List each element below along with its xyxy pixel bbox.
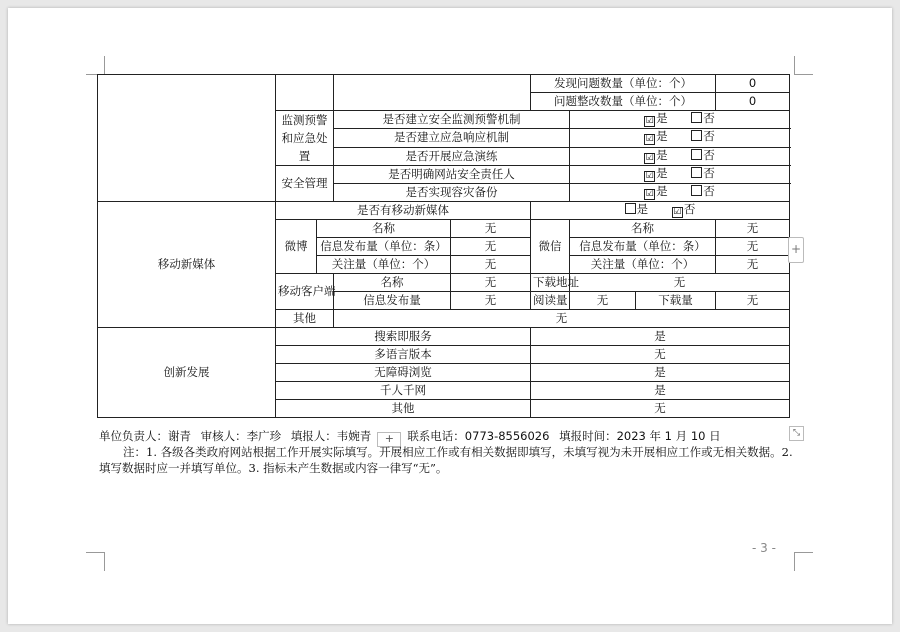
owner-text: 单位负责人：谢青: [99, 429, 191, 443]
weixin-followers-value[interactable]: 无: [716, 256, 790, 274]
innovation-section-label: 创新发展: [98, 328, 276, 418]
section-cell-empty: [98, 75, 276, 202]
filler-text: 填报人：韦婉青: [290, 429, 372, 443]
issues-fixed-value[interactable]: 0: [716, 93, 790, 111]
checked-box-icon[interactable]: ☑: [673, 207, 682, 217]
monitor-q1-label: 是否建立安全监测预警机制: [334, 111, 570, 129]
yes-option[interactable]: [644, 167, 668, 182]
reads-label: 阅读量: [531, 292, 570, 310]
no-label: 否: [703, 129, 715, 144]
search-service-label: 搜索即服务: [276, 328, 531, 346]
unchecked-box-icon[interactable]: [691, 167, 702, 178]
monitor-q2-label: 是否建立应急响应机制: [334, 129, 570, 147]
mobile-section-label: 移动新媒体: [98, 202, 276, 328]
monitor-q1-choice[interactable]: [570, 111, 790, 129]
monitor-group-text: 监测预警和应急处置: [281, 113, 328, 163]
weibo-name-value[interactable]: 无: [451, 220, 531, 238]
no-option[interactable]: [691, 148, 715, 162]
monitor-q3-label: 是否开展应急演练: [334, 147, 570, 165]
downloads-label: 下载量: [636, 292, 716, 310]
app-name-value[interactable]: 无: [451, 274, 531, 292]
no-option[interactable]: [691, 184, 715, 198]
unchecked-box-icon[interactable]: [691, 112, 702, 123]
issues-fixed-label: 问题整改数量（单位：个）: [531, 93, 716, 111]
search-service-value[interactable]: 是: [531, 328, 790, 346]
margin-corner-mark: [86, 56, 105, 75]
accessibility-label: 无障碍浏览: [276, 364, 531, 382]
weixin-name-value[interactable]: 无: [716, 220, 790, 238]
yes-option[interactable]: [644, 149, 668, 164]
issues-found-value[interactable]: 0: [716, 75, 790, 93]
personalized-label: 千人千网: [276, 382, 531, 400]
monitor-q2-choice[interactable]: [570, 129, 790, 147]
no-label: 否: [703, 166, 715, 180]
download-addr-value[interactable]: 无: [570, 274, 790, 292]
no-label: 否: [703, 111, 715, 126]
checked-box-icon[interactable]: ☑: [645, 134, 654, 145]
yes-option[interactable]: [644, 112, 668, 127]
app-name-label: 名称: [334, 274, 451, 292]
table-row: [98, 202, 790, 220]
no-option[interactable]: [672, 202, 696, 216]
unchecked-box-icon[interactable]: [691, 185, 702, 196]
unchecked-box-icon[interactable]: [625, 203, 636, 214]
item-cell-empty: [334, 75, 531, 111]
multilang-label: 多语言版本: [276, 346, 531, 364]
checked-box-icon[interactable]: ☑: [645, 171, 654, 181]
mobile-q-label: 是否有移动新媒体: [276, 202, 531, 220]
no-label: 否: [703, 147, 715, 162]
weibo-followers-label: 关注量（单位：个）: [317, 256, 451, 274]
add-row-icon[interactable]: +: [377, 432, 401, 447]
security-group-label: 安全管理: [276, 166, 334, 202]
personalized-value[interactable]: 是: [531, 382, 790, 400]
mobile-other-value[interactable]: 无: [334, 310, 790, 328]
yes-label: 是: [656, 166, 668, 180]
weibo-name-label: 名称: [317, 220, 451, 238]
weixin-posts-label: 信息发布量（单位：条）: [570, 238, 716, 256]
resize-handle-icon[interactable]: ⤡: [789, 426, 804, 441]
weixin-name-label: 名称: [570, 220, 716, 238]
app-posts-value[interactable]: 无: [451, 292, 531, 310]
downloads-value[interactable]: 无: [716, 292, 790, 310]
no-option[interactable]: [691, 166, 715, 180]
group-cell-empty: [276, 75, 334, 111]
yes-option[interactable]: [644, 130, 668, 145]
add-column-icon[interactable]: +: [788, 237, 804, 263]
checked-box-icon[interactable]: ☑: [645, 116, 654, 127]
yes-option[interactable]: [644, 185, 668, 200]
reviewer-text: 审核人：李广珍: [200, 429, 282, 443]
app-posts-label: 信息发布量: [334, 292, 451, 310]
weibo-label: 微博: [276, 220, 317, 274]
unchecked-box-icon[interactable]: [691, 130, 702, 141]
no-option[interactable]: [691, 111, 715, 125]
note-text: 注：1. 各级各类政府网站根据工作开展实际填写。开展相应工作或有相关数据即填写，未填写视为未开展相应工作或无相关数据。2. 填写数据时应一并填写单位。3. 指标未产生数据或内容一律写“无”。: [99, 445, 793, 475]
note-paragraph: [99, 444, 793, 476]
security-q1-label: 是否明确网站安全责任人: [334, 166, 570, 184]
page-number: - 3 -: [752, 541, 776, 555]
checked-box-icon[interactable]: ☑: [645, 189, 654, 199]
app-label: 移动客户端: [276, 274, 334, 310]
security-q2-choice[interactable]: [570, 184, 790, 202]
no-label: 否: [683, 202, 696, 216]
monitor-group-label: [276, 111, 334, 166]
mobile-other-label: 其他: [276, 310, 334, 328]
margin-corner-mark: [794, 56, 813, 75]
no-option[interactable]: [691, 129, 715, 143]
innovation-other-label: 其他: [276, 400, 531, 418]
table-row: [98, 75, 790, 93]
download-addr-label: 下载地址: [531, 274, 570, 292]
checked-box-icon[interactable]: ☑: [645, 152, 654, 163]
monitor-q3-choice[interactable]: [570, 147, 790, 165]
accessibility-value[interactable]: 是: [531, 364, 790, 382]
yes-option[interactable]: [625, 203, 649, 216]
weibo-followers-value[interactable]: 无: [451, 256, 531, 274]
mobile-q-choice[interactable]: [531, 202, 790, 220]
yes-label: 是: [656, 147, 668, 162]
reads-value[interactable]: 无: [570, 292, 636, 310]
margin-corner-mark: [794, 552, 813, 571]
unchecked-box-icon[interactable]: [691, 149, 702, 160]
no-label: 否: [703, 184, 715, 198]
date-text: 填报时间：2023 年 1 月 10 日: [559, 429, 721, 443]
report-table[interactable]: [97, 74, 790, 418]
yes-label: 是: [656, 129, 668, 144]
weibo-posts-label: 信息发布量（单位：条）: [317, 238, 451, 256]
weixin-label: 微信: [531, 220, 570, 274]
phone-text: 联系电话：0773-8556026: [407, 429, 550, 443]
weixin-posts-value[interactable]: 无: [716, 238, 790, 256]
margin-corner-mark: [86, 552, 105, 571]
table-row: [98, 328, 790, 346]
weixin-followers-label: 关注量（单位：个）: [570, 256, 716, 274]
issues-found-label: 发现问题数量（单位：个）: [531, 75, 716, 93]
yes-label: 是: [656, 111, 668, 126]
security-q2-label: 是否实现容灾备份: [334, 184, 570, 202]
innovation-other-value[interactable]: 无: [531, 400, 790, 418]
security-q1-choice[interactable]: [570, 166, 790, 184]
yes-label: 是: [656, 184, 668, 198]
multilang-value[interactable]: 无: [531, 346, 790, 364]
weibo-posts-value[interactable]: 无: [451, 238, 531, 256]
yes-label: 是: [636, 202, 649, 216]
